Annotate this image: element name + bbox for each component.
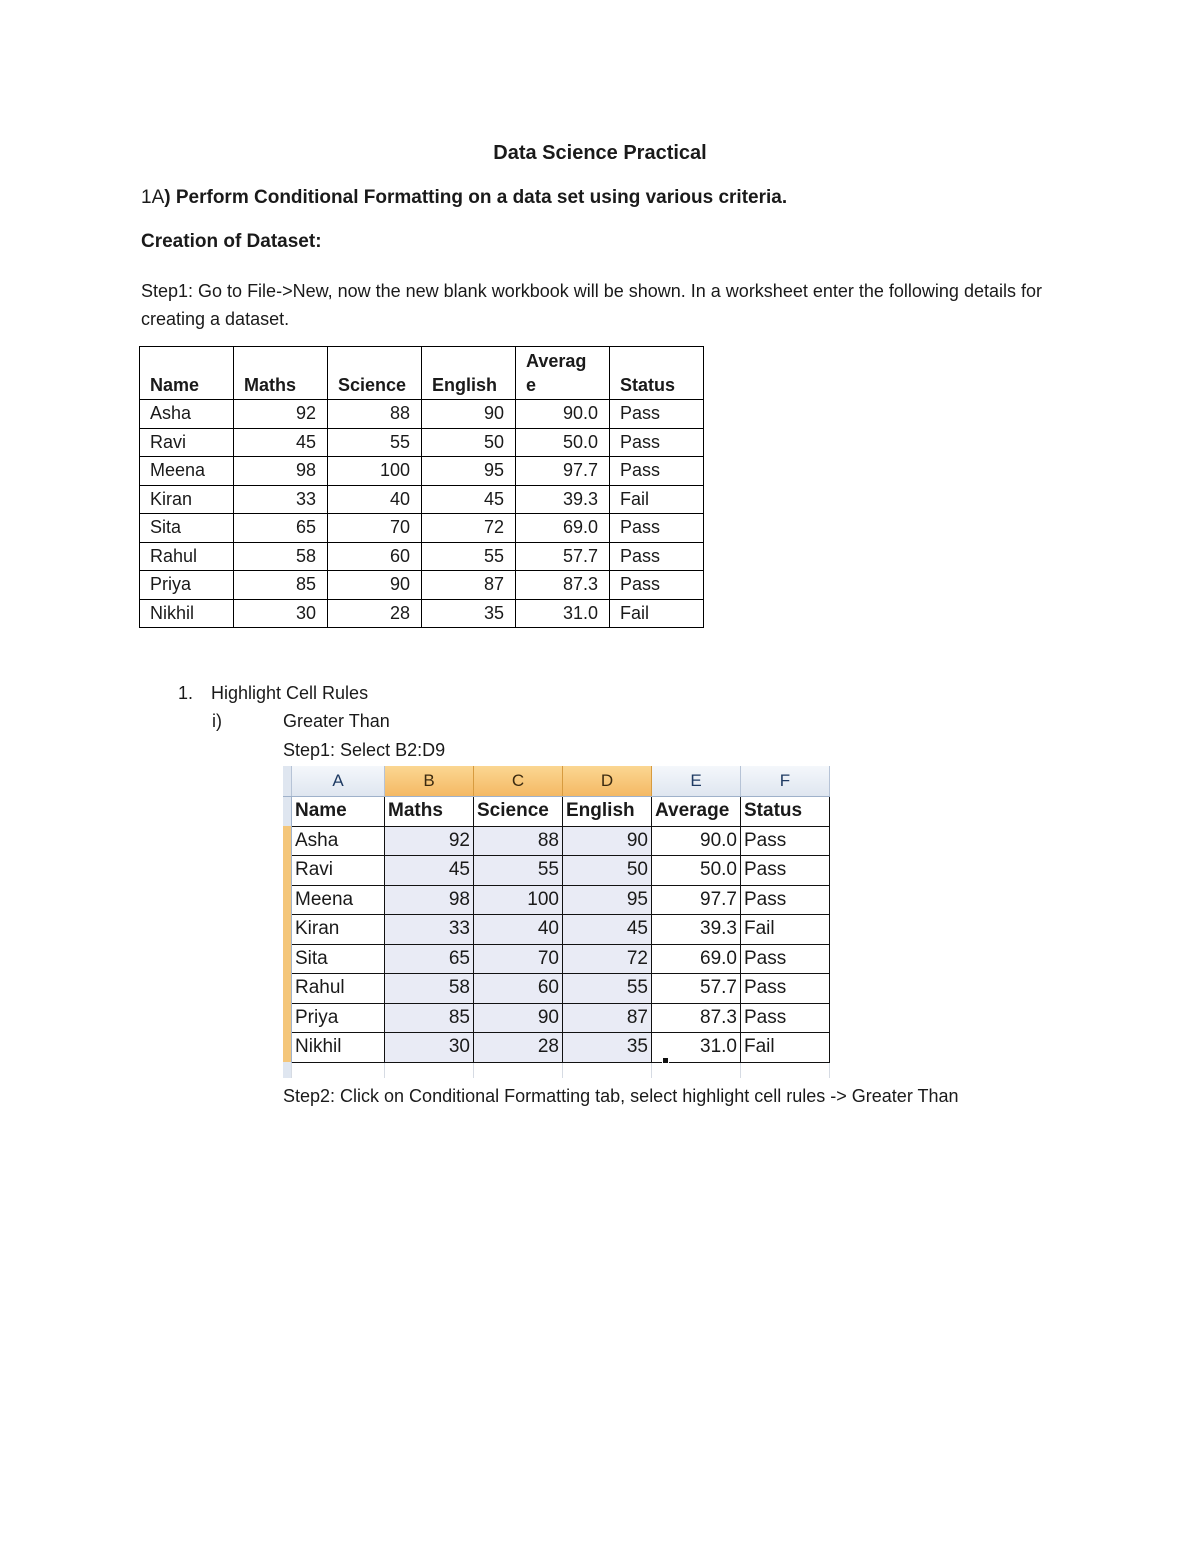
sheet-cell[interactable]: Pass <box>741 974 830 1004</box>
select-all-corner[interactable] <box>283 766 292 797</box>
sheet-cell[interactable]: 69.0 <box>652 944 741 974</box>
dataset-row <box>140 599 704 628</box>
sheet-cell[interactable]: Pass <box>741 826 830 856</box>
row-header[interactable] <box>283 915 292 945</box>
step1-select-range: Step1: Select B2:D9 <box>283 740 446 760</box>
selected-cell[interactable]: 35 <box>563 1033 652 1063</box>
list-item-1 <box>178 683 369 704</box>
sheet-data-row <box>283 826 830 856</box>
step2-instruction: Step2: Click on Conditional Formatting tab, select highlight cell rules -> Greater Than <box>283 1086 959 1106</box>
list-item-1-label: Highlight Cell Rules <box>211 683 369 703</box>
row-header[interactable] <box>283 944 292 974</box>
dataset-row <box>140 571 704 600</box>
header-maths: Maths <box>234 347 328 400</box>
dataset-cell: 55 <box>328 428 422 457</box>
column-header-b[interactable]: B <box>385 766 474 797</box>
list-item-1-number: 1. <box>178 683 194 703</box>
selected-cell[interactable]: 90 <box>474 1003 563 1033</box>
header-average: Averag e <box>516 347 610 400</box>
sheet-cell[interactable]: Kiran <box>292 915 385 945</box>
sheet-data-row <box>283 915 830 945</box>
practical-description: ) Perform Conditional Formatting on a data set using various criteria. <box>164 187 788 208</box>
empty-cell[interactable] <box>292 1062 385 1078</box>
sheet-cell[interactable]: Pass <box>741 885 830 915</box>
dataset-cell: Sita <box>140 514 234 543</box>
sheet-cell[interactable]: Pass <box>741 856 830 886</box>
step1-paragraph: Step1: Go to File->New, now the new blank workbook will be shown. In a worksheet enter the following details for creating a dataset. <box>141 281 1042 329</box>
dataset-cell: 98 <box>234 457 328 486</box>
sheet-header-status[interactable]: Status <box>741 797 830 827</box>
dataset-row <box>140 400 704 429</box>
practical-heading <box>141 187 787 209</box>
sheet-cell[interactable]: Pass <box>741 1003 830 1033</box>
sheet-cell[interactable]: 57.7 <box>652 974 741 1004</box>
dataset-cell: 50 <box>422 428 516 457</box>
dataset-cell: Priya <box>140 571 234 600</box>
dataset-cell: Meena <box>140 457 234 486</box>
dataset-cell: 100 <box>328 457 422 486</box>
dataset-cell: 92 <box>234 400 328 429</box>
selected-cell[interactable]: 30 <box>385 1033 474 1063</box>
selected-cell[interactable]: 45 <box>385 856 474 886</box>
sheet-cell[interactable]: Priya <box>292 1003 385 1033</box>
dataset-cell: 90 <box>328 571 422 600</box>
document-title: Data Science Practical <box>493 142 707 164</box>
dataset-cell: Fail <box>610 485 704 514</box>
dataset-row <box>140 457 704 486</box>
sheet-data-row <box>283 944 830 974</box>
dataset-cell: 50.0 <box>516 428 610 457</box>
dataset-cell: Pass <box>610 457 704 486</box>
sheet-data-row <box>283 885 830 915</box>
sheet-data-row <box>283 974 830 1004</box>
dataset-table <box>139 346 704 628</box>
selected-cell[interactable]: 55 <box>474 856 563 886</box>
sheet-cell[interactable]: Meena <box>292 885 385 915</box>
dataset-cell: 88 <box>328 400 422 429</box>
selected-cell[interactable]: 88 <box>474 826 563 856</box>
sheet-cell[interactable]: Fail <box>741 1033 830 1063</box>
sheet-header-maths[interactable]: Maths <box>385 797 474 827</box>
selected-cell[interactable]: 90 <box>563 826 652 856</box>
row-header[interactable] <box>283 1033 292 1063</box>
dataset-cell: 70 <box>328 514 422 543</box>
dataset-cell: 90.0 <box>516 400 610 429</box>
sheet-cell[interactable]: 39.3 <box>652 915 741 945</box>
sheet-cell[interactable]: Rahul <box>292 974 385 1004</box>
dataset-cell: 69.0 <box>516 514 610 543</box>
row-header[interactable] <box>283 885 292 915</box>
sheet-empty-row <box>283 1062 830 1078</box>
empty-cell[interactable] <box>563 1062 652 1078</box>
dataset-cell: 28 <box>328 599 422 628</box>
dataset-cell: 33 <box>234 485 328 514</box>
selected-cell[interactable]: 95 <box>563 885 652 915</box>
dataset-header-row <box>140 347 704 400</box>
dataset-cell: Kiran <box>140 485 234 514</box>
sheet-data-row <box>283 856 830 886</box>
sheet-data-row <box>283 1033 830 1063</box>
row-header[interactable] <box>283 826 292 856</box>
selected-cell[interactable]: 70 <box>474 944 563 974</box>
selected-cell[interactable]: 40 <box>474 915 563 945</box>
dataset-cell: Rahul <box>140 542 234 571</box>
sheet-header-name[interactable]: Name <box>292 797 385 827</box>
practical-number: 1A <box>141 187 165 208</box>
dataset-cell: 58 <box>234 542 328 571</box>
dataset-cell: 95 <box>422 457 516 486</box>
selected-cell[interactable]: 92 <box>385 826 474 856</box>
sheet-header-science[interactable]: Science <box>474 797 563 827</box>
row-header[interactable] <box>283 1003 292 1033</box>
empty-cell[interactable] <box>474 1062 563 1078</box>
dataset-cell: Ravi <box>140 428 234 457</box>
dataset-cell: Nikhil <box>140 599 234 628</box>
dataset-cell: 65 <box>234 514 328 543</box>
column-header-row <box>283 766 830 797</box>
empty-cell[interactable] <box>652 1062 741 1078</box>
sheet-cell[interactable]: 31.0 <box>652 1033 741 1063</box>
row-header[interactable] <box>283 974 292 1004</box>
selected-cell[interactable]: 58 <box>385 974 474 1004</box>
selected-cell[interactable]: 100 <box>474 885 563 915</box>
dataset-cell: 39.3 <box>516 485 610 514</box>
sheet-cell[interactable]: Ravi <box>292 856 385 886</box>
dataset-cell: Pass <box>610 400 704 429</box>
sheet-cell[interactable]: Fail <box>741 915 830 945</box>
dataset-cell: Pass <box>610 571 704 600</box>
sheet-data-row <box>283 1003 830 1033</box>
sheet-cell[interactable]: 90.0 <box>652 826 741 856</box>
selected-cell[interactable]: 33 <box>385 915 474 945</box>
dataset-cell: 35 <box>422 599 516 628</box>
sheet-header-average[interactable]: Average <box>652 797 741 827</box>
dataset-cell: 97.7 <box>516 457 610 486</box>
sheet-cell[interactable]: Asha <box>292 826 385 856</box>
header-english: English <box>422 347 516 400</box>
dataset-cell: 40 <box>328 485 422 514</box>
selected-cell[interactable]: 60 <box>474 974 563 1004</box>
column-header-d[interactable]: D <box>563 766 652 797</box>
dataset-cell: 31.0 <box>516 599 610 628</box>
creation-heading: Creation of Dataset: <box>141 231 322 252</box>
dataset-cell: 30 <box>234 599 328 628</box>
dataset-cell: 87 <box>422 571 516 600</box>
sheet-cell[interactable]: 97.7 <box>652 885 741 915</box>
dataset-row <box>140 428 704 457</box>
selected-cell[interactable]: 28 <box>474 1033 563 1063</box>
sheet-cell[interactable]: 87.3 <box>652 1003 741 1033</box>
dataset-cell: 72 <box>422 514 516 543</box>
spreadsheet-screenshot <box>283 766 865 1080</box>
dataset-row <box>140 514 704 543</box>
sheet-header-row <box>283 797 830 827</box>
sheet-cell[interactable]: Pass <box>741 944 830 974</box>
selected-cell[interactable]: 55 <box>563 974 652 1004</box>
column-header-e[interactable]: E <box>652 766 741 797</box>
column-header-f[interactable]: F <box>741 766 830 797</box>
selected-cell[interactable]: 85 <box>385 1003 474 1033</box>
dataset-cell: Pass <box>610 428 704 457</box>
selected-cell[interactable]: 87 <box>563 1003 652 1033</box>
dataset-cell: 85 <box>234 571 328 600</box>
dataset-row <box>140 542 704 571</box>
dataset-cell: Fail <box>610 599 704 628</box>
dataset-cell: Pass <box>610 514 704 543</box>
empty-cell[interactable] <box>741 1062 830 1078</box>
sublist-label: Greater Than <box>283 711 390 731</box>
fill-handle[interactable] <box>662 1057 669 1064</box>
header-status: Status <box>610 347 704 400</box>
selected-cell[interactable]: 72 <box>563 944 652 974</box>
row-header[interactable] <box>283 797 292 827</box>
dataset-cell: 55 <box>422 542 516 571</box>
dataset-cell: 57.7 <box>516 542 610 571</box>
dataset-cell: 60 <box>328 542 422 571</box>
dataset-cell: Pass <box>610 542 704 571</box>
sheet-cell[interactable]: Sita <box>292 944 385 974</box>
column-header-c[interactable]: C <box>474 766 563 797</box>
sheet-cell[interactable]: 50.0 <box>652 856 741 886</box>
dataset-cell: 45 <box>234 428 328 457</box>
row-header[interactable] <box>283 856 292 886</box>
header-name: Name <box>140 347 234 400</box>
dataset-cell: 90 <box>422 400 516 429</box>
sheet-cell[interactable]: Nikhil <box>292 1033 385 1063</box>
sublist-number: i) <box>212 711 222 731</box>
row-header[interactable] <box>283 1062 292 1078</box>
selected-cell[interactable]: 98 <box>385 885 474 915</box>
selected-cell[interactable]: 45 <box>563 915 652 945</box>
selected-cell[interactable]: 50 <box>563 856 652 886</box>
dataset-row <box>140 485 704 514</box>
dataset-cell: Asha <box>140 400 234 429</box>
selected-cell[interactable]: 65 <box>385 944 474 974</box>
empty-cell[interactable] <box>385 1062 474 1078</box>
header-science: Science <box>328 347 422 400</box>
column-header-a[interactable]: A <box>292 766 385 797</box>
dataset-cell: 45 <box>422 485 516 514</box>
dataset-cell: 87.3 <box>516 571 610 600</box>
sheet-header-english[interactable]: English <box>563 797 652 827</box>
